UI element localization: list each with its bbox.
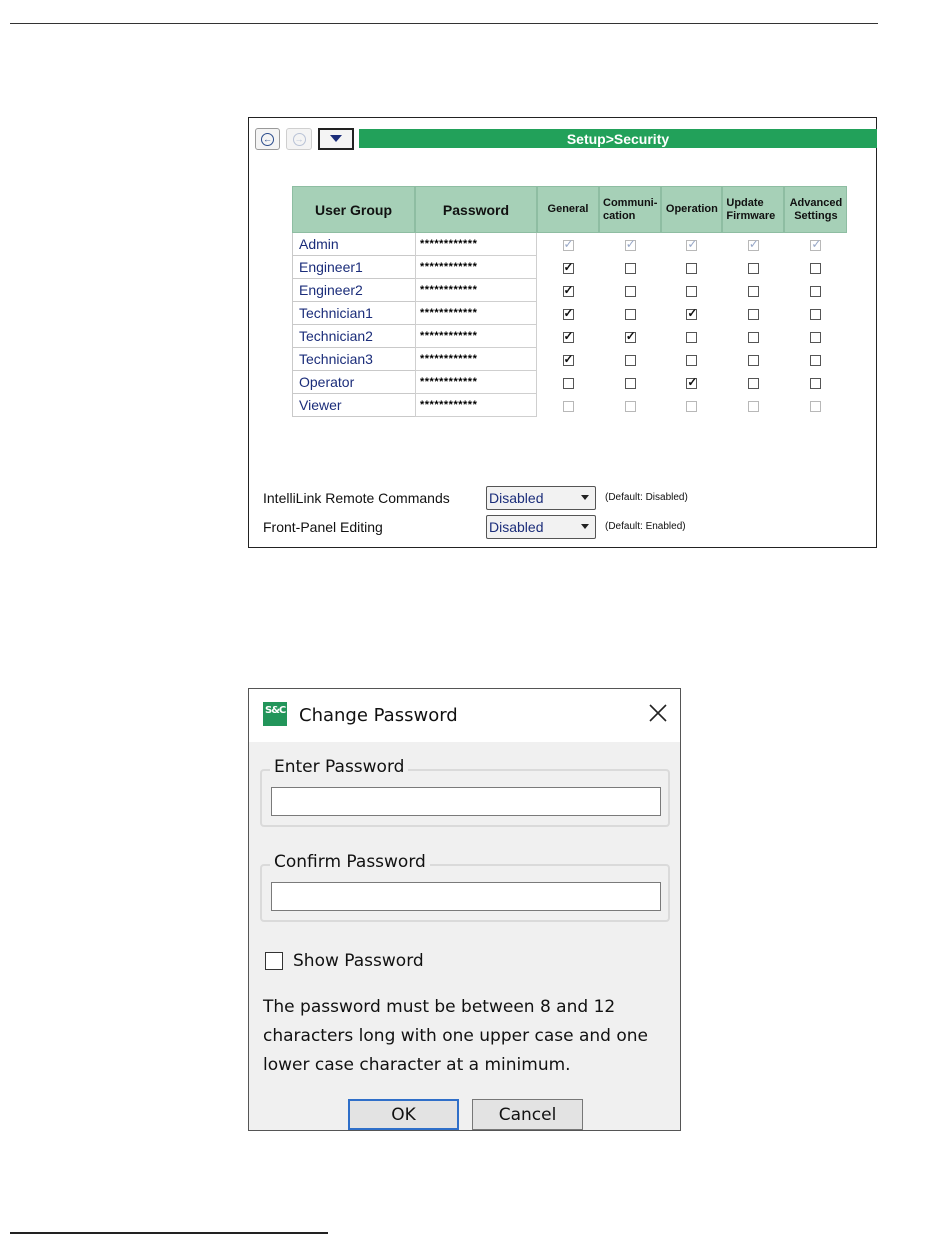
permission-cell [537,394,599,417]
column-header-advanced-settings: Advanced Settings [784,186,847,233]
chevron-down-icon [581,495,589,500]
permission-checkbox-general[interactable] [563,263,574,274]
permission-cell [722,371,784,394]
table-row [292,371,847,394]
permission-checkbox-advanced-settings[interactable] [810,355,821,366]
permission-checkbox-general [563,401,574,412]
permission-cell [537,371,599,394]
permission-cell [661,279,722,302]
column-header-general: General [537,186,599,233]
permission-cell [784,371,847,394]
permission-cell [661,348,722,371]
permission-checkbox-update-firmware[interactable] [748,332,759,343]
column-header-user-group: User Group [292,186,415,233]
permission-cell [661,256,722,279]
permission-cell [784,394,847,417]
permission-cell [784,348,847,371]
column-header-communication: Communi- cation [599,186,661,233]
cancel-button[interactable]: Cancel [472,1099,583,1130]
page-top-rule [10,23,878,24]
permission-checkbox-update-firmware[interactable] [748,309,759,320]
permission-checkbox-operation [686,240,697,251]
confirm-password-label: Confirm Password [270,852,430,872]
remote-commands-value: Disabled [489,490,544,506]
permission-checkbox-update-firmware[interactable] [748,355,759,366]
password-field[interactable]: ************ [415,279,537,302]
user-group-cell: Admin [292,233,415,256]
permission-checkbox-communication[interactable] [625,263,636,274]
user-group-cell: Technician3 [292,348,415,371]
show-password-toggle[interactable] [265,951,424,971]
enter-password-label: Enter Password [270,757,408,777]
permission-cell [722,302,784,325]
column-header-update-firmware: Update Firmware [722,186,784,233]
permission-checkbox-advanced-settings [810,401,821,412]
permission-checkbox-update-firmware [748,240,759,251]
permission-checkbox-operation[interactable] [686,309,697,320]
user-group-cell: Technician1 [292,302,415,325]
show-password-label: Show Password [293,951,424,971]
permission-cell [661,325,722,348]
table-header-row [292,186,847,233]
show-password-checkbox[interactable] [265,952,283,970]
permission-cell [784,279,847,302]
front-panel-editing-select[interactable] [486,515,596,539]
permission-cell [537,279,599,302]
permission-cell [784,302,847,325]
permission-cell [661,233,722,256]
permission-cell [599,348,661,371]
forward-button[interactable] [286,128,312,150]
permission-checkbox-operation[interactable] [686,332,697,343]
permission-cell [722,233,784,256]
permission-checkbox-advanced-settings[interactable] [810,309,821,320]
table-row [292,394,847,417]
permission-cell [599,279,661,302]
permission-checkbox-operation[interactable] [686,286,697,297]
confirm-password-group [260,852,670,922]
permission-checkbox-advanced-settings[interactable] [810,332,821,343]
table-row [292,233,847,256]
close-icon [649,704,667,722]
permission-cell [722,394,784,417]
permission-checkbox-general[interactable] [563,355,574,366]
permission-checkbox-operation[interactable] [686,378,697,389]
column-header-password: Password [415,186,537,233]
permission-cell [722,325,784,348]
password-field[interactable]: ************ [415,348,537,371]
permission-checkbox-communication [625,401,636,412]
dialog-title-bar [249,689,680,742]
permission-checkbox-advanced-settings[interactable] [810,286,821,297]
permission-checkbox-general[interactable] [563,332,574,343]
permission-checkbox-general[interactable] [563,378,574,389]
enter-password-field[interactable] [271,787,661,816]
user-group-cell: Operator [292,371,415,394]
dialog-title: Change Password [299,705,458,726]
user-group-cell: Engineer1 [292,256,415,279]
navigation-menu-button[interactable] [318,128,354,150]
table-row [292,256,847,279]
table-row [292,302,847,325]
page-bottom-rule [10,1232,328,1234]
permission-checkbox-general [563,240,574,251]
logo-text: S&C [265,705,286,716]
back-button[interactable] [255,128,280,150]
permission-checkbox-advanced-settings [810,240,821,251]
password-field[interactable]: ************ [415,302,537,325]
permission-cell [784,325,847,348]
permission-checkbox-general[interactable] [563,309,574,320]
back-arrow-icon: ← [263,133,272,144]
permission-cell [784,256,847,279]
permission-cell [599,233,661,256]
close-button[interactable] [646,701,670,725]
permission-cell [722,256,784,279]
permission-checkbox-general[interactable] [563,286,574,297]
remote-commands-label: IntelliLink Remote Commands [263,490,450,506]
forward-arrow-icon: → [294,133,304,144]
password-field[interactable]: ************ [415,233,537,256]
password-field[interactable]: ************ [415,256,537,279]
permission-checkbox-communication[interactable] [625,309,636,320]
permission-cell [661,302,722,325]
permission-cell [599,302,661,325]
password-field[interactable]: ************ [415,325,537,348]
user-group-cell: Viewer [292,394,415,417]
permission-checkbox-update-firmware[interactable] [748,263,759,274]
permission-cell [537,302,599,325]
sc-logo-icon [263,702,287,726]
dropdown-menu-icon [330,135,342,143]
permission-cell [599,371,661,394]
chevron-down-icon [581,524,589,529]
remote-commands-select[interactable] [486,486,596,510]
permission-cell [599,325,661,348]
confirm-password-field[interactable] [271,882,661,911]
permission-checkbox-communication [625,240,636,251]
permission-checkbox-communication[interactable] [625,355,636,366]
front-panel-editing-default-note: (Default: Enabled) [605,521,686,532]
permission-checkbox-update-firmware[interactable] [748,286,759,297]
permission-cell [537,233,599,256]
permission-cell [537,348,599,371]
permission-checkbox-update-firmware[interactable] [748,378,759,389]
permission-checkbox-operation [686,401,697,412]
front-panel-editing-label: Front-Panel Editing [263,519,383,535]
permission-checkbox-communication[interactable] [625,286,636,297]
permission-checkbox-advanced-settings[interactable] [810,378,821,389]
permission-cell [599,256,661,279]
front-panel-editing-value: Disabled [489,519,544,535]
security-permissions-table [292,186,847,417]
user-group-cell: Engineer2 [292,279,415,302]
permission-checkbox-communication[interactable] [625,378,636,389]
permission-cell [599,394,661,417]
permission-cell [661,394,722,417]
permission-checkbox-update-firmware [748,401,759,412]
password-requirements-text: The password must be between 8 and 12 characters long with one upper case and one lower case character at a minimum. [263,997,648,1075]
ok-button[interactable]: OK [348,1099,459,1130]
security-setup-panel [248,117,877,548]
permission-checkbox-operation[interactable] [686,263,697,274]
permission-cell [784,233,847,256]
page-title: Setup>Security [359,129,877,148]
permission-cell [722,348,784,371]
table-row [292,348,847,371]
permission-cell [722,279,784,302]
password-field[interactable]: ************ [415,394,537,417]
permission-checkbox-advanced-settings[interactable] [810,263,821,274]
enter-password-group [260,757,670,827]
permission-cell [537,256,599,279]
user-group-cell: Technician2 [292,325,415,348]
permission-checkbox-operation[interactable] [686,355,697,366]
remote-commands-default-note: (Default: Disabled) [605,492,688,503]
password-field[interactable]: ************ [415,371,537,394]
permission-checkbox-communication[interactable] [625,332,636,343]
table-row [292,325,847,348]
permission-cell [661,371,722,394]
change-password-dialog [248,688,681,1131]
table-row [292,279,847,302]
permission-cell [537,325,599,348]
column-header-operation: Operation [661,186,722,233]
